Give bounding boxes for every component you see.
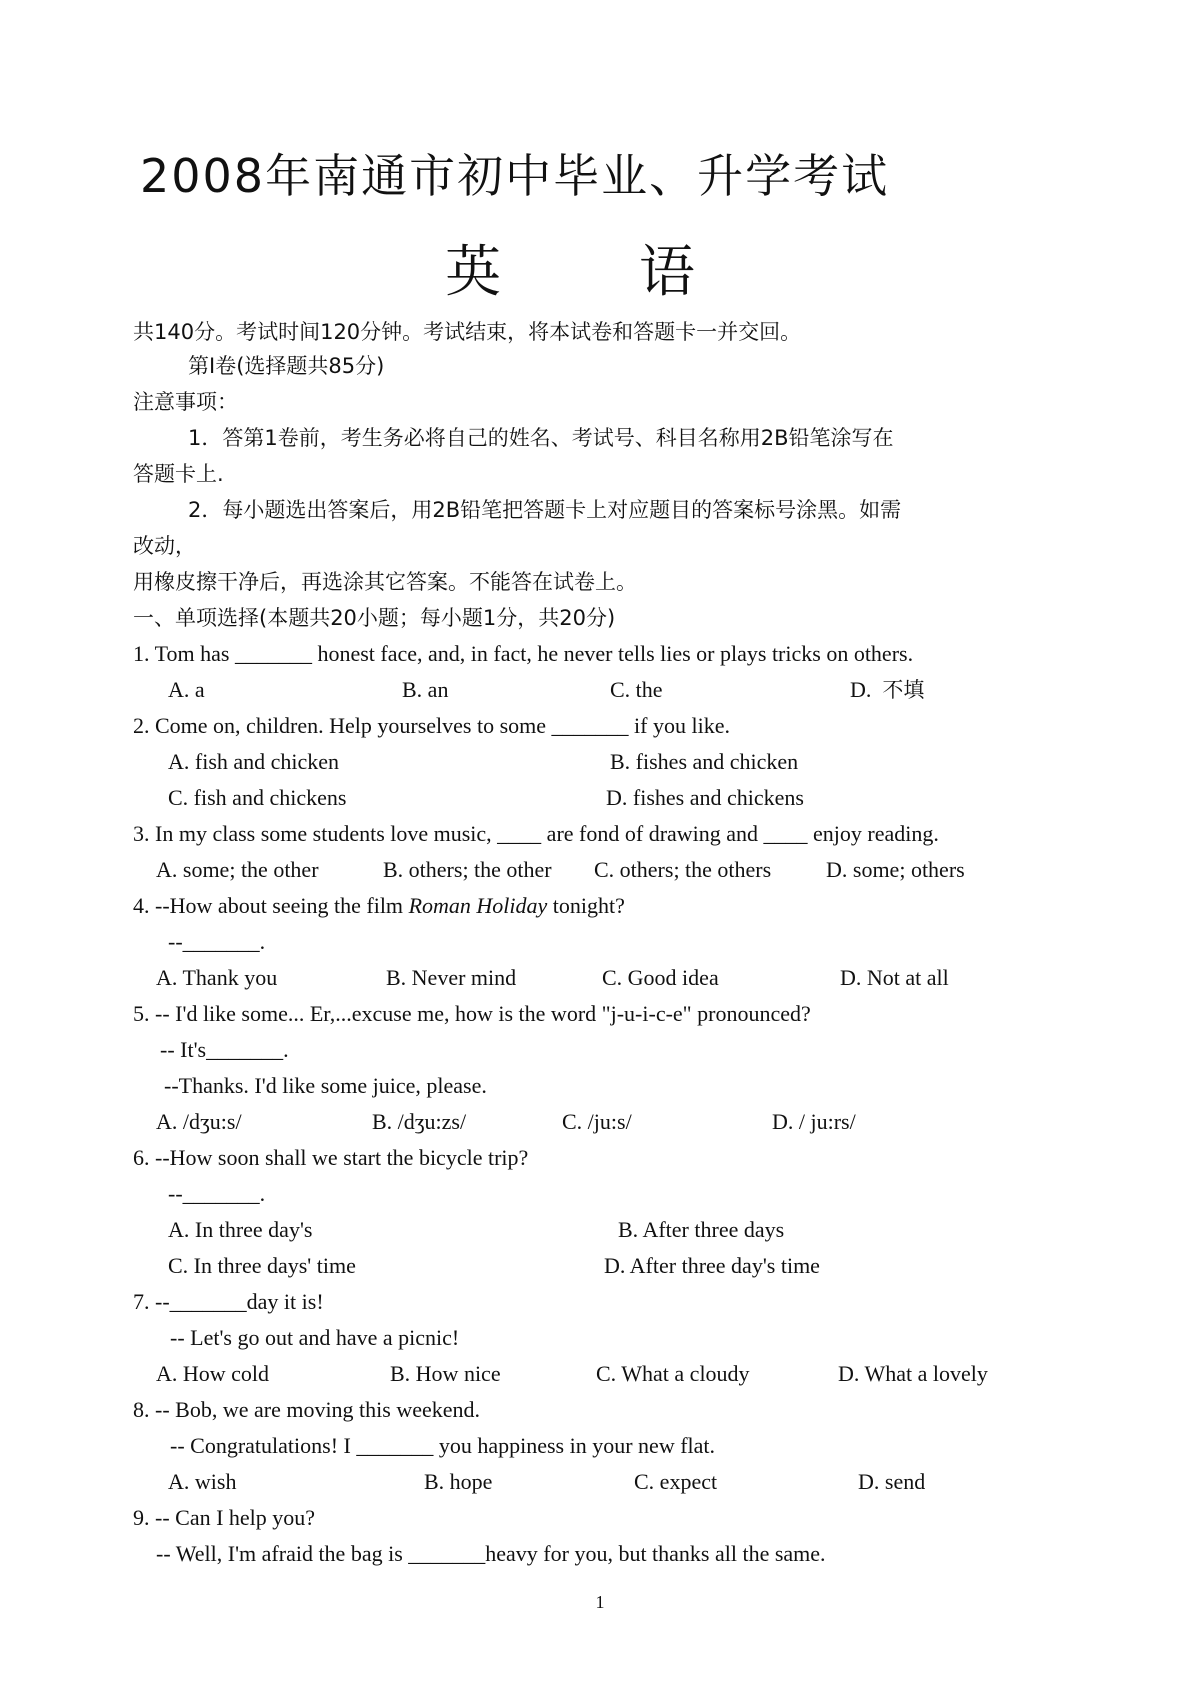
section-1-heading: 一、单项选择(本题共20小题；每小题1分，共20分) (133, 606, 616, 630)
question-1-option-d (850, 676, 924, 704)
question-3-option-c: C. others; the others (594, 857, 772, 882)
question-2-option-c: C. fish and chickens (168, 785, 347, 810)
question-4-option-c: C. Good idea (602, 965, 719, 990)
question-7-option-d: D. What a lovely (838, 1361, 988, 1386)
question-1-option-a: A. a (168, 677, 205, 702)
question-4-option-d: D. Not at all (840, 965, 949, 990)
question-2-stem: 2. Come on, children. Help yourselves to some _______ if you like. (133, 713, 730, 738)
question-1-option-b: B. an (402, 677, 449, 702)
score-line: 共140分。考试时间120分钟。考试结束，将本试卷和答题卡一并交回。 (133, 320, 802, 344)
question-6-reply: --_______. (168, 1181, 266, 1206)
question-3-stem: 3. In my class some students love music, ____ are fond of drawing and ____ enjoy reading. (133, 821, 939, 846)
question-7-stem: 7. --_______day it is! (133, 1289, 324, 1314)
note-1-line-1: 1．答第1卷前，考生务必将自己的姓名、考试号、科目名称用2B铅笔涂写在 (188, 426, 894, 450)
question-5-option-c: C. /ju:s/ (562, 1109, 632, 1134)
question-7-reply: -- Let's go out and have a picnic! (170, 1325, 460, 1350)
question-5-option-d: D. / ju:rs/ (772, 1109, 856, 1134)
question-4-option-a: A. Thank you (156, 965, 278, 990)
question-4-option-b: B. Never mind (386, 965, 517, 990)
question-5-option-b: B. /dʒu:zs/ (372, 1109, 467, 1134)
notes-title: 注意事项： (133, 390, 238, 414)
part-label: 第Ⅰ卷(选择题共85分) (188, 354, 385, 378)
question-1-option-d-prefix: D. (850, 677, 872, 702)
question-4-stem-end: tonight? (547, 893, 625, 918)
question-2-option-a: A. fish and chicken (168, 749, 340, 774)
note-2-line-2: 改动， (133, 534, 196, 558)
question-3-option-d: D. some; others (826, 857, 965, 882)
question-9-reply: -- Well, I'm afraid the bag is _______heavy for you, but thanks all the same. (156, 1541, 826, 1566)
question-8-option-a: A. wish (168, 1469, 237, 1494)
page-number: 1 (595, 1592, 605, 1612)
question-2-option-d: D. fishes and chickens (606, 785, 804, 810)
question-5-reply-2: --Thanks. I'd like some juice, please. (164, 1073, 487, 1098)
question-7-option-c: C. What a cloudy (596, 1361, 750, 1386)
question-9-stem: 9. -- Can I help you? (133, 1505, 316, 1530)
question-4-reply: --_______. (168, 929, 266, 954)
question-6-option-a: A. In three day's (168, 1217, 313, 1242)
note-1-line-2: 答题卡上. (133, 462, 224, 486)
exam-title: 2008年南通市初中毕业、升学考试 (140, 149, 890, 203)
question-1-option-d-text: 不填 (882, 678, 925, 702)
question-5-reply: -- It's_______. (160, 1037, 289, 1062)
question-8-reply: -- Congratulations! I _______ you happiness in your new flat. (170, 1433, 716, 1458)
question-1-option-c: C. the (610, 677, 663, 702)
question-1-stem: 1. Tom has _______ honest face, and, in fact, he never tells lies or plays tricks on others. (133, 641, 914, 666)
question-7-option-a: A. How cold (156, 1361, 270, 1386)
question-6-stem: 6. --How soon shall we start the bicycle trip? (133, 1145, 529, 1170)
question-7-option-b: B. How nice (390, 1361, 501, 1386)
question-4-film-title: Roman Holiday (408, 893, 548, 918)
note-2-line-1: 2．每小题选出答案后，用2B铅笔把答题卡上对应题目的答案标号涂黑。如需 (188, 498, 902, 522)
question-8-option-c: C. expect (634, 1469, 718, 1494)
question-5-stem: 5. -- I'd like some... Er,...excuse me, how is the word "j-u-i-c-e" pronounced? (133, 1001, 811, 1026)
question-3-option-a: A. some; the other (156, 857, 319, 882)
question-6-option-c: C. In three days' time (168, 1253, 356, 1278)
question-2-option-b: B. fishes and chicken (610, 749, 799, 774)
question-5-option-a: A. /dʒu:s/ (156, 1109, 242, 1134)
question-8-option-d: D. send (858, 1469, 926, 1494)
note-2-line-3: 用橡皮擦干净后，再选涂其它答案。不能答在试卷上。 (133, 570, 637, 594)
question-6-option-b: B. After three days (618, 1217, 785, 1242)
question-3-option-b: B. others; the other (383, 857, 552, 882)
question-4-stem (133, 892, 625, 920)
exam-subject: 英 语 (445, 240, 755, 305)
question-8-stem: 8. -- Bob, we are moving this weekend. (133, 1397, 481, 1422)
question-4-stem-start: 4. --How about seeing the film (133, 893, 409, 918)
question-8-option-b: B. hope (424, 1469, 493, 1494)
question-6-option-d: D. After three day's time (604, 1253, 820, 1278)
